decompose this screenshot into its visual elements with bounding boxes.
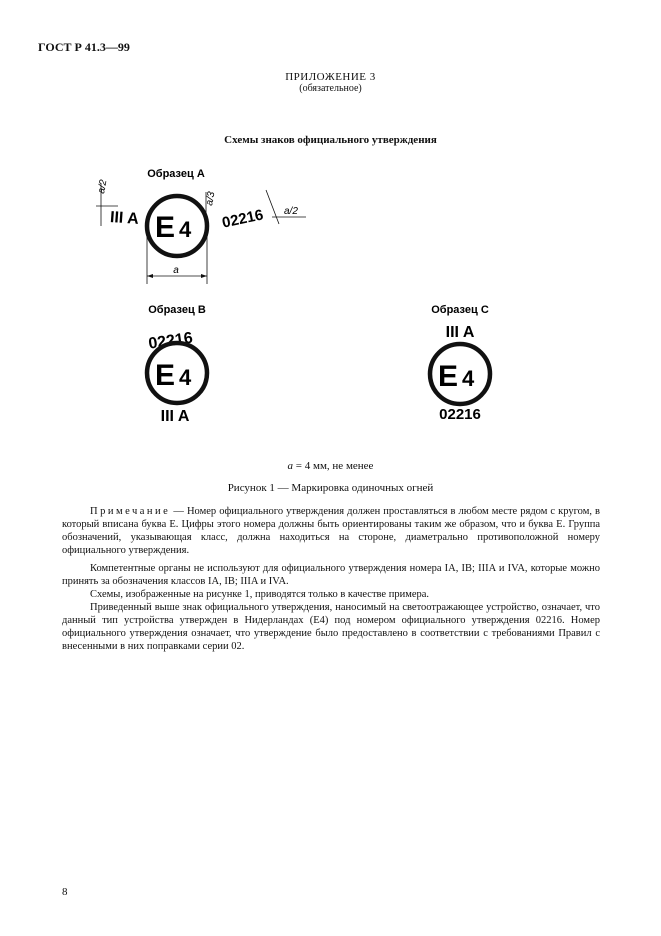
page-number: 8 [62,886,68,898]
dim-arrow-left [147,274,153,278]
dim-half-left: a/2 [96,178,110,195]
dim-third: a/3 [204,190,218,207]
paragraph-1: Компетентные органы не используют для официального утверждения номера IA, IB; IIIA и IVA, которые можно принять за обозначения классов IA, IB; IIIA и IVA. [62,563,600,587]
sample-a-class-mark: III A [109,208,140,228]
document-code: ГОСТ Р 41.3—99 [38,40,130,54]
sample-b-number: 02216 [147,329,194,353]
body-block [62,562,600,653]
appendix-title: ПРИЛОЖЕНИЕ 3 [285,71,376,83]
appendix-subtitle: (обязательное) [299,83,362,94]
figure-heading: Схемы знаков официального утверждения [224,134,437,146]
size-note-text: = 4 мм, не менее [293,460,374,472]
size-note [0,460,661,472]
sample-b-letter: E [155,359,176,392]
dim-a-label: a [173,265,179,276]
approval-marks-figure [0,0,661,460]
sample-c-class-mark: III A [445,324,475,341]
figure-caption: Рисунок 1 — Маркировка одиночных огней [227,482,434,494]
sample-a-number: 02216 [220,206,265,232]
sample-b-label: Образец В [148,304,206,316]
sample-c-label: Образец С [431,304,489,316]
sample-c-letter: E [438,360,459,393]
paragraph-2: Схемы, изображенные на рисунке 1, приводятся только в качестве примера. [90,589,430,600]
sample-b-class-mark: III A [160,408,190,425]
note-text: — Номер официального утверждения должен проставляться в любом месте рядом с кругом, в который вписана буква Е. Цифры этого номера должны быть ориентированы таким же образом, что и буква Е. Группа обозначений, указывающая класс, должна находиться на стороне, диаметрально противоположной номеру официального утверждения. [62,506,600,556]
dim-arrow-right [201,274,207,278]
sample-b-digit: 4 [179,365,192,390]
paragraph-3: Приведенный выше знак официального утверждения, наносимый на светоотражающее устройство, означает, что данный тип устройства утвержден в Нидерландах (Е4) под номером официального утверждения 02216. Номер официального утверждения означает, что утверждение было предоставлено в соответствии с требованиями Правил с внесенными в них поправками серии 02. [62,602,600,652]
dim-half-right: a/2 [284,206,298,217]
sample-c-number: 02216 [439,406,481,423]
size-note-variable: a [287,460,294,472]
sample-a-digit: 4 [179,217,192,242]
sample-c-digit: 4 [462,366,475,391]
sample-a-letter: E [155,211,176,244]
note-block [62,505,600,557]
note-label: Примечание [90,506,171,517]
dim-line-right [266,190,279,224]
note-paragraph [62,505,600,557]
sample-a-label: Образец А [147,168,205,180]
